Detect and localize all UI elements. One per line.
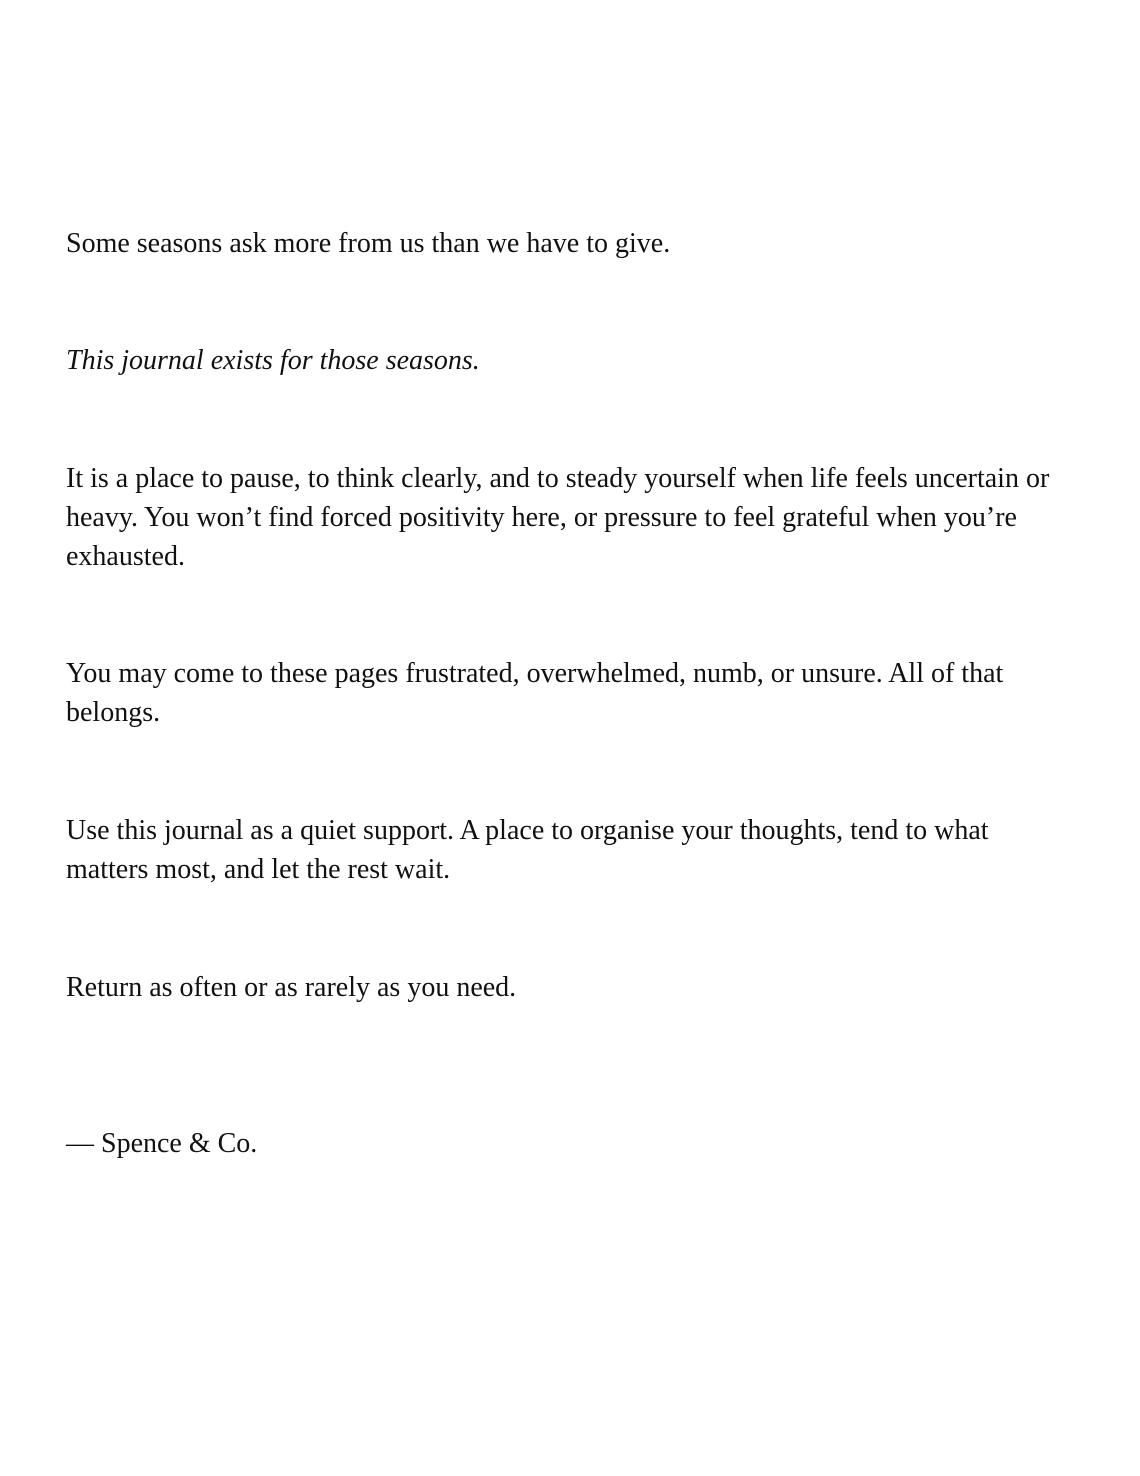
intro-paragraph-place-to-pause: It is a place to pause, to think clearly, and to steady yourself when life feels uncertain or heavy. You won’t find forced positivity here, or pressure to feel grateful when you’re exhausted. <box>66 463 1050 572</box>
intro-paragraph-support: Use this journal as a quiet support. A place to organise your thoughts, tend to what matters most, and let the rest wait. <box>66 815 989 885</box>
intro-paragraph-purpose: This journal exists for those seasons. <box>66 345 480 376</box>
intro-paragraph-feelings: You may come to these pages frustrated, overwhelmed, numb, or unsure. All of that belongs. <box>66 658 1004 728</box>
intro-paragraph-return: Return as often or as rarely as you need. <box>66 972 517 1003</box>
signature: — Spence & Co. <box>66 1128 258 1159</box>
intro-paragraph-seasons: Some seasons ask more from us than we have to give. <box>66 228 671 259</box>
journal-intro-page <box>66 0 1066 1476</box>
